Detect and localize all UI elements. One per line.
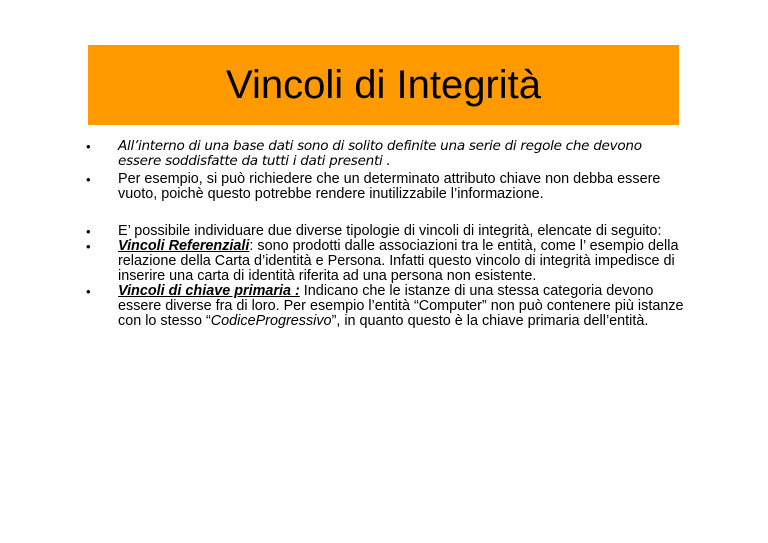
term-vincoli-referenziali: Vincoli Referenziali (118, 238, 250, 254)
term-vincoli-chiave-primaria: Vincoli di chiave primaria : (118, 283, 300, 299)
bullet-item-2 (86, 172, 686, 202)
bullet-item-1 (86, 139, 686, 169)
slide-body (86, 139, 686, 329)
bullet-body: : sono prodotti dalle associazioni tra le entità, come l’ esempio della relazione della Carta d’identità e Persona. Infatti questo vincolo di integrità impedisce di inserire una carta di identità riferita ad una persona non esistente. (118, 238, 679, 284)
spacer (86, 202, 686, 224)
bullet-text (118, 284, 686, 329)
bullet-text (118, 239, 686, 284)
bullet-dot: • (86, 239, 91, 254)
title-banner (88, 45, 679, 125)
bullet-text: All’interno di una base dati sono di solito definite una serie di regole che devono essere soddisfatte da tutti i dati presenti . (118, 138, 642, 169)
bullet-text: E’ possibile individuare due diverse tipologie di vincoli di integrità, elencate di seguito: (118, 223, 662, 239)
slide-title: Vincoli di Integrità (226, 62, 541, 107)
codice-progressivo: CodiceProgressivo (210, 313, 332, 329)
bullet-item-3 (86, 224, 686, 239)
bullet-dot: • (86, 139, 91, 154)
bullet-text: Per esempio, si può richiedere che un determinato attributo chiave non debba essere vuoto, poichè questo potrebbe rendere inutilizzabile l’informazione. (118, 171, 661, 202)
bullet-dot: • (86, 284, 91, 299)
bullet-item-5 (86, 284, 686, 329)
bullet-dot: • (86, 224, 91, 239)
bullet-item-4 (86, 239, 686, 284)
bullet-body-end: ”, in quanto questo è la chiave primaria dell’entità. (331, 313, 649, 329)
bullet-body: Indicano che le istanze di una stessa categoria devono essere diverse fra di loro. Per esempio l’entità “Computer” non può contenere più istanze con lo stesso “ (118, 283, 684, 329)
bullet-dot: • (86, 172, 91, 187)
